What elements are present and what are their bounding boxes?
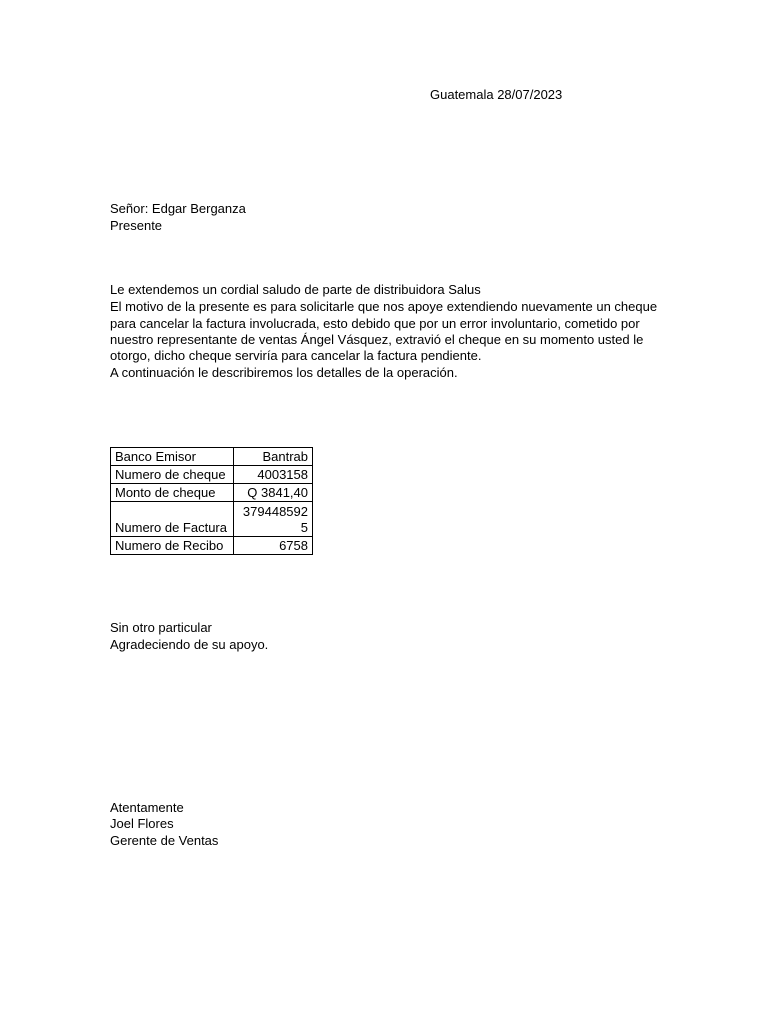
invoice-number-line-2: 5 bbox=[300, 520, 308, 535]
recipient-presente: Presente bbox=[110, 218, 163, 233]
body-line-1: Le extendemos un cordial saludo de parte de distribuidora Salus bbox=[110, 282, 481, 297]
body-line-5: otorgo, dicho cheque serviría para cancelar la factura pendiente. bbox=[110, 348, 482, 363]
table-cell-value: Q 3841,40 bbox=[234, 484, 313, 502]
signature-title: Gerente de Ventas bbox=[110, 833, 219, 848]
table-row bbox=[111, 466, 313, 484]
recipient-name: Señor: Edgar Berganza bbox=[110, 201, 246, 216]
body-line-6: A continuación le describiremos los detalles de la operación. bbox=[110, 365, 458, 380]
body-line-3: para cancelar la factura involucrada, esto debido que por un error involuntario, cometido por bbox=[110, 316, 640, 331]
closing-line-2: Agradeciendo de su apoyo. bbox=[110, 637, 269, 652]
table-cell-label: Numero de Recibo bbox=[111, 537, 234, 555]
body-line-2: El motivo de la presente es para solicitarle que nos apoye extendiendo nuevamente un cheque bbox=[110, 299, 658, 314]
table-cell-label: Numero de cheque bbox=[111, 466, 234, 484]
table-cell-value bbox=[234, 502, 313, 537]
table-row bbox=[111, 484, 313, 502]
table-cell-label: Monto de cheque bbox=[111, 484, 234, 502]
table-cell-value: Bantrab bbox=[234, 448, 313, 466]
signature-name: Joel Flores bbox=[110, 816, 174, 831]
table-row bbox=[111, 537, 313, 555]
body-line-4: nuestro representante de ventas Ángel Vásquez, extravió el cheque en su momento usted le bbox=[110, 332, 644, 347]
table-row bbox=[111, 448, 313, 466]
table-cell-value: 6758 bbox=[234, 537, 313, 555]
closing-line-1: Sin otro particular bbox=[110, 620, 212, 635]
date-line: Guatemala 28/07/2023 bbox=[430, 87, 563, 102]
table-row bbox=[111, 502, 313, 537]
table-cell-label: Numero de Factura bbox=[111, 502, 234, 537]
table-cell-label: Banco Emisor bbox=[111, 448, 234, 466]
table-cell-value: 4003158 bbox=[234, 466, 313, 484]
signature-salutation: Atentamente bbox=[110, 800, 184, 815]
operation-details-table bbox=[110, 447, 313, 555]
invoice-number-line-1: 379448592 bbox=[242, 504, 308, 519]
